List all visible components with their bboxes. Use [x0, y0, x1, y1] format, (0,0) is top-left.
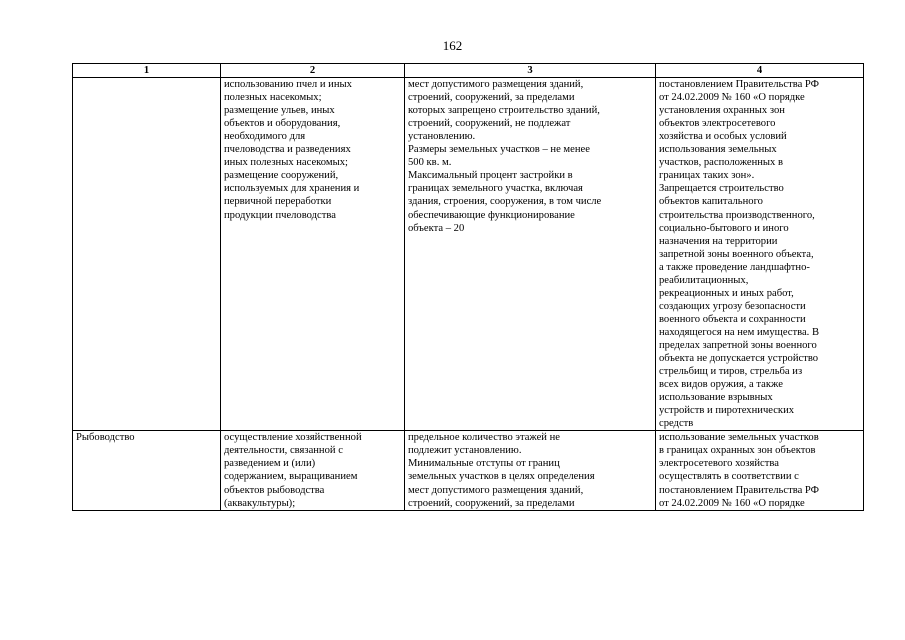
text-line: строений, сооружений, за пределами — [408, 92, 575, 104]
row-col2-cell — [221, 78, 405, 431]
row-name-cell — [73, 78, 221, 431]
text-line: Запрещается строительство — [659, 183, 784, 195]
text-line: 500 кв. м. — [408, 157, 452, 169]
text-line: использования земельных — [659, 144, 777, 156]
header-row — [73, 64, 864, 78]
column-header-3: 3 — [405, 64, 656, 78]
text-line: устройств и пиротехнических — [659, 405, 795, 417]
text-line: от 24.02.2009 № 160 «О порядке — [659, 92, 805, 104]
zoning-table — [72, 63, 864, 511]
row-col4-cell — [656, 431, 864, 510]
text-line: постановлением Правительства РФ — [659, 484, 819, 496]
text-line: строений, сооружений, не подлежат — [408, 118, 571, 130]
text-line: объекта не допускается устройство — [659, 353, 819, 365]
text-line: создающих угрозу безопасности — [659, 300, 806, 312]
text-line: военного объекта и сохранности — [659, 313, 806, 325]
text-line: мест допустимого размещения зданий, — [408, 484, 584, 496]
text-line: полезных насекомых; — [224, 92, 322, 104]
row-col3-cell — [405, 431, 656, 510]
text-line: размещение сооружений, — [224, 170, 339, 182]
text-line: объекта – 20 — [408, 222, 465, 234]
text-line: установления охранных зон — [659, 105, 785, 117]
table-row — [73, 78, 864, 431]
column-header-1: 1 — [73, 64, 221, 78]
text-line: Максимальный процент застройки в — [408, 170, 573, 182]
text-line: назначения на территории — [659, 235, 778, 247]
text-line: продукции пчеловодства — [224, 209, 336, 221]
text-line: границах таких зон». — [659, 170, 755, 182]
text-line: Размеры земельных участков – не менее — [408, 144, 590, 156]
text-line: всех видов оружия, а также — [659, 379, 783, 391]
text-line: установлению. — [408, 131, 476, 143]
text-line: использование земельных участков — [659, 432, 819, 444]
row-name-cell: Рыбоводство — [73, 431, 221, 510]
row-col4-cell — [656, 78, 864, 431]
text-line: осуществлять в соответствии с — [659, 471, 799, 483]
text-line: объектов рыбоводства — [224, 484, 325, 496]
text-line: участков, расположенных в — [659, 157, 783, 169]
column-header-2: 2 — [221, 64, 405, 78]
text-line: средств — [659, 418, 694, 430]
text-line: иных полезных насекомых; — [224, 157, 348, 169]
table-row — [73, 431, 864, 510]
text-line: находящегося на нем имущества. В — [659, 326, 820, 338]
text-line: размещение ульев, иных — [224, 105, 335, 117]
text-line: содержанием, выращиванием — [224, 471, 358, 483]
text-line: реабилитационных, — [659, 274, 749, 286]
text-line: стрельбищ и тиров, стрельба из — [659, 366, 803, 378]
text-line: использование взрывных — [659, 392, 773, 404]
text-line: а также проведение ландшафтно- — [659, 261, 810, 273]
row-col2-cell — [221, 431, 405, 510]
page-number: 162 — [442, 38, 463, 53]
text-line: здания, строения, сооружения, в том числе — [408, 196, 602, 208]
text-line: объектов капитального — [659, 196, 763, 208]
text-line: деятельности, связанной с — [224, 445, 343, 457]
text-line: электросетевого хозяйства — [659, 458, 779, 470]
text-line: которых запрещено строительство зданий, — [408, 105, 600, 117]
text-line: (аквакультуры); — [224, 497, 296, 509]
text-line: социально-бытового и иного — [659, 222, 789, 234]
text-line: необходимого для — [224, 131, 306, 143]
text-line: от 24.02.2009 № 160 «О порядке — [659, 497, 805, 509]
text-line: объектов электросетевого — [659, 118, 776, 130]
text-line: мест допустимого размещения зданий, — [408, 79, 584, 91]
text-line: первичной переработки — [224, 196, 332, 208]
text-line: пчеловодства и разведениях — [224, 144, 351, 156]
text-line: разведением и (или) — [224, 458, 316, 470]
text-line: осуществление хозяйственной — [224, 432, 362, 444]
text-line: обеспечивающие функционирование — [408, 209, 575, 221]
row-col3-cell — [405, 78, 656, 431]
text-line: запретной зоны военного объекта, — [659, 248, 814, 260]
column-header-4: 4 — [656, 64, 864, 78]
text-line: объектов и оборудования, — [224, 118, 341, 130]
text-line: использованию пчел и иных — [224, 79, 352, 91]
text-line: подлежит установлению. — [408, 445, 522, 457]
text-line: строений, сооружений, за пределами — [408, 497, 575, 509]
text-line: Минимальные отступы от границ — [408, 458, 560, 470]
text-line: в границах охранных зон объектов — [659, 445, 816, 457]
text-line: строительства производственного, — [659, 209, 815, 221]
text-line: пределах запретной зоны военного — [659, 339, 817, 351]
text-line: рекреационных и иных работ, — [659, 287, 794, 299]
text-line: предельное количество этажей не — [408, 432, 560, 444]
text-line: земельных участков в целях определения — [408, 471, 595, 483]
text-line: хозяйства и особых условий — [659, 131, 787, 143]
text-line: используемых для хранения и — [224, 183, 360, 195]
text-line: границах земельного участка, включая — [408, 183, 583, 195]
text-line: постановлением Правительства РФ — [659, 79, 819, 91]
